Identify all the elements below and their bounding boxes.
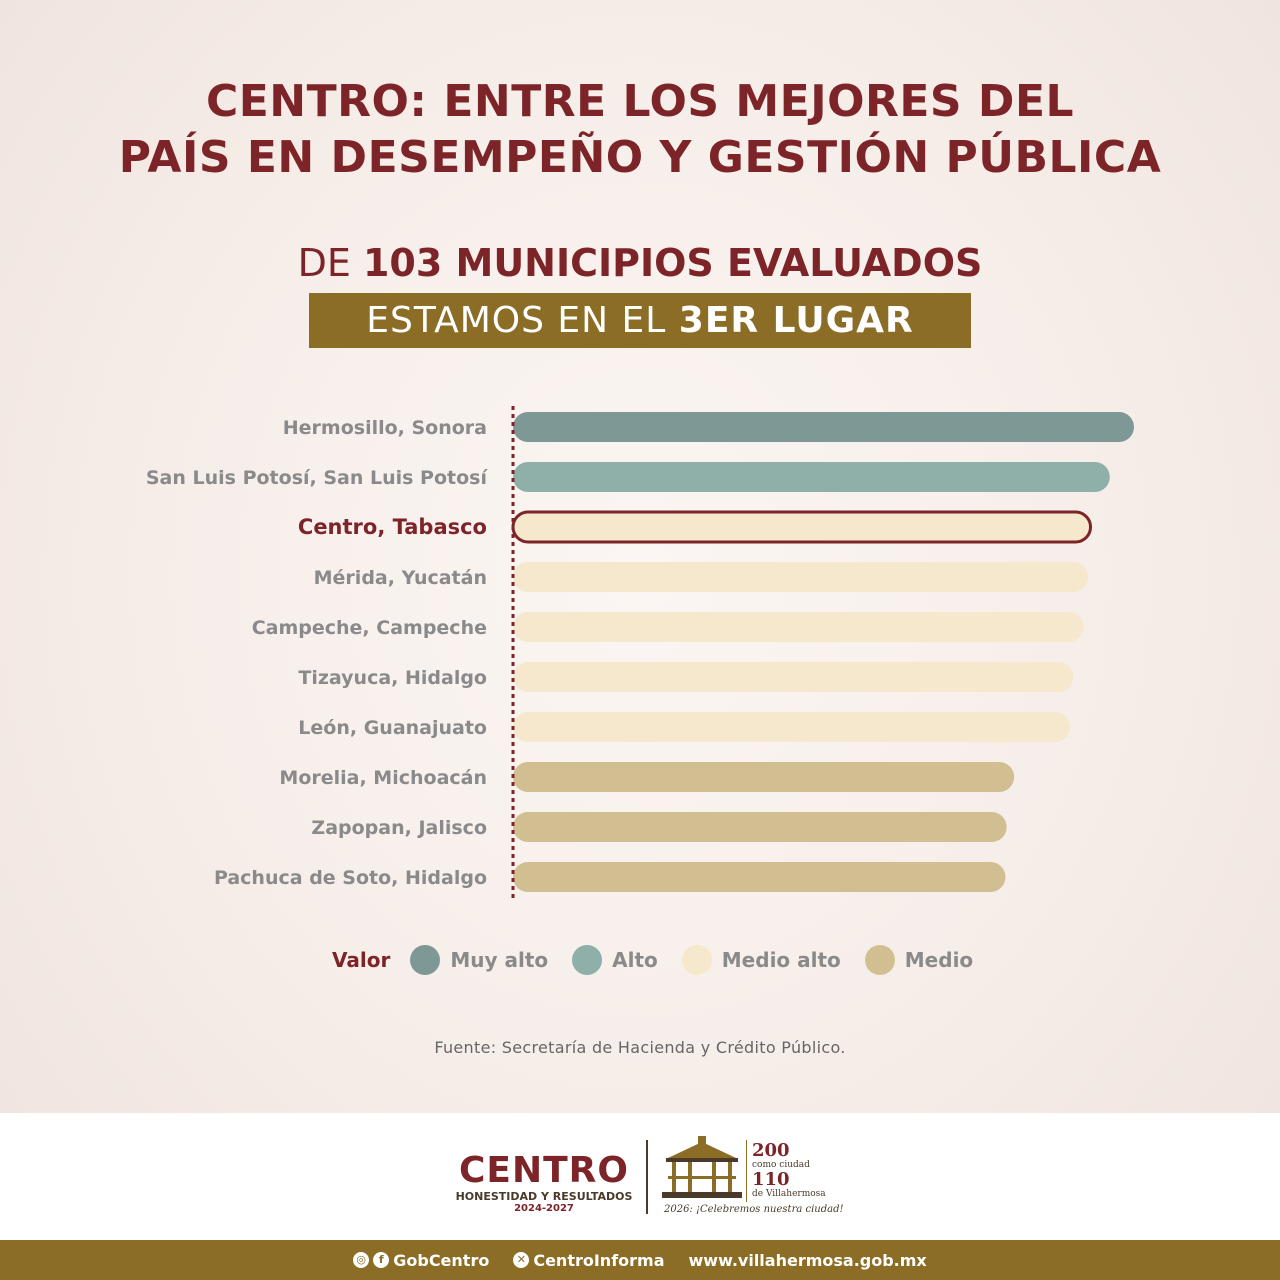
legend-label: Alto	[612, 948, 658, 972]
social-facebook-instagram[interactable]	[353, 1251, 489, 1270]
bar-0	[513, 412, 1134, 442]
social-handle-gobcentro: GobCentro	[393, 1250, 490, 1270]
category-label-2: Centro, Tabasco	[297, 515, 487, 539]
legend-item-medio	[865, 945, 973, 975]
anniv-de: de Villahermosa	[752, 1189, 826, 1199]
legend-swatch	[682, 945, 712, 975]
social-x[interactable]	[513, 1251, 664, 1270]
legend-label: Medio alto	[721, 948, 841, 972]
category-label-1: San Luis Potosí, San Luis Potosí	[145, 467, 487, 489]
category-label-3: Mérida, Yucatán	[313, 567, 487, 589]
anniversary-badge	[752, 1142, 826, 1200]
anniv-como: como ciudad	[752, 1160, 810, 1170]
website-url: www.villahermosa.gob.mx	[688, 1250, 927, 1270]
legend-swatch	[572, 945, 602, 975]
x-icon: ✕	[513, 1252, 529, 1268]
category-label-7: Morelia, Michoacán	[279, 767, 487, 789]
slogan: 2026: ¡Celebremos nuestra ciudad!	[664, 1204, 844, 1215]
website-link[interactable]	[689, 1251, 927, 1270]
legend-swatch	[410, 945, 440, 975]
logo-tagline: HONESTIDAD Y RESULTADOS	[455, 1190, 633, 1203]
category-label-5: Tizayuca, Hidalgo	[298, 667, 487, 689]
category-label-6: León, Guanajuato	[298, 717, 487, 739]
legend-item-muy-alto	[410, 945, 548, 975]
centro-logo	[455, 1152, 633, 1215]
legend-label: Medio	[904, 948, 974, 972]
anniv-200: 200	[752, 1140, 790, 1161]
anniv-110: 110	[752, 1169, 790, 1190]
instagram-icon: ◎	[353, 1252, 369, 1268]
badge-prefix: ESTAMOS EN EL	[366, 300, 679, 341]
legend-item-medio-alto	[682, 945, 841, 975]
logo-years: 2024-2027	[514, 1203, 574, 1214]
legend-label: Muy alto	[450, 948, 549, 972]
kiosk-icon	[660, 1136, 744, 1204]
social-bar	[0, 1240, 1280, 1280]
subheadline-prefix: DE	[297, 241, 363, 285]
social-handle-centroinforma: CentroInforma	[533, 1250, 665, 1270]
bar-2	[513, 512, 1091, 542]
legend	[332, 940, 997, 980]
legend-item-alto	[572, 945, 658, 975]
bar-7	[513, 762, 1014, 792]
bar-1	[513, 462, 1110, 492]
category-label-9: Pachuca de Soto, Hidalgo	[213, 867, 487, 889]
logo-word: CENTRO	[458, 1150, 630, 1191]
bar-8	[513, 812, 1007, 842]
category-label-0: Hermosillo, Sonora	[282, 417, 487, 439]
legend-title: Valor	[332, 948, 391, 972]
bar-5	[513, 662, 1073, 692]
category-label-4: Campeche, Campeche	[251, 617, 487, 639]
anniversary-divider	[746, 1140, 747, 1202]
footer-logos	[0, 1113, 1280, 1240]
legend-swatch	[865, 945, 895, 975]
badge-bold: 3ER LUGAR	[678, 300, 914, 341]
bar-6	[513, 712, 1070, 742]
headline-line-2: PAÍS EN DESEMPEÑO Y GESTIÓN PÚBLICA	[118, 132, 1162, 183]
source-note: Fuente: Secretaría de Hacienda y Crédito Público.	[434, 1038, 846, 1057]
bar-3	[513, 562, 1088, 592]
category-label-8: Zapopan, Jalisco	[311, 817, 487, 839]
bar-4	[513, 612, 1084, 642]
bar-9	[513, 862, 1005, 892]
facebook-icon: f	[373, 1252, 389, 1268]
logo-divider	[646, 1140, 648, 1214]
headline-line-1: CENTRO: ENTRE LOS MEJORES DEL	[205, 76, 1075, 127]
subheadline-bold: 103 MUNICIPIOS EVALUADOS	[362, 241, 983, 285]
